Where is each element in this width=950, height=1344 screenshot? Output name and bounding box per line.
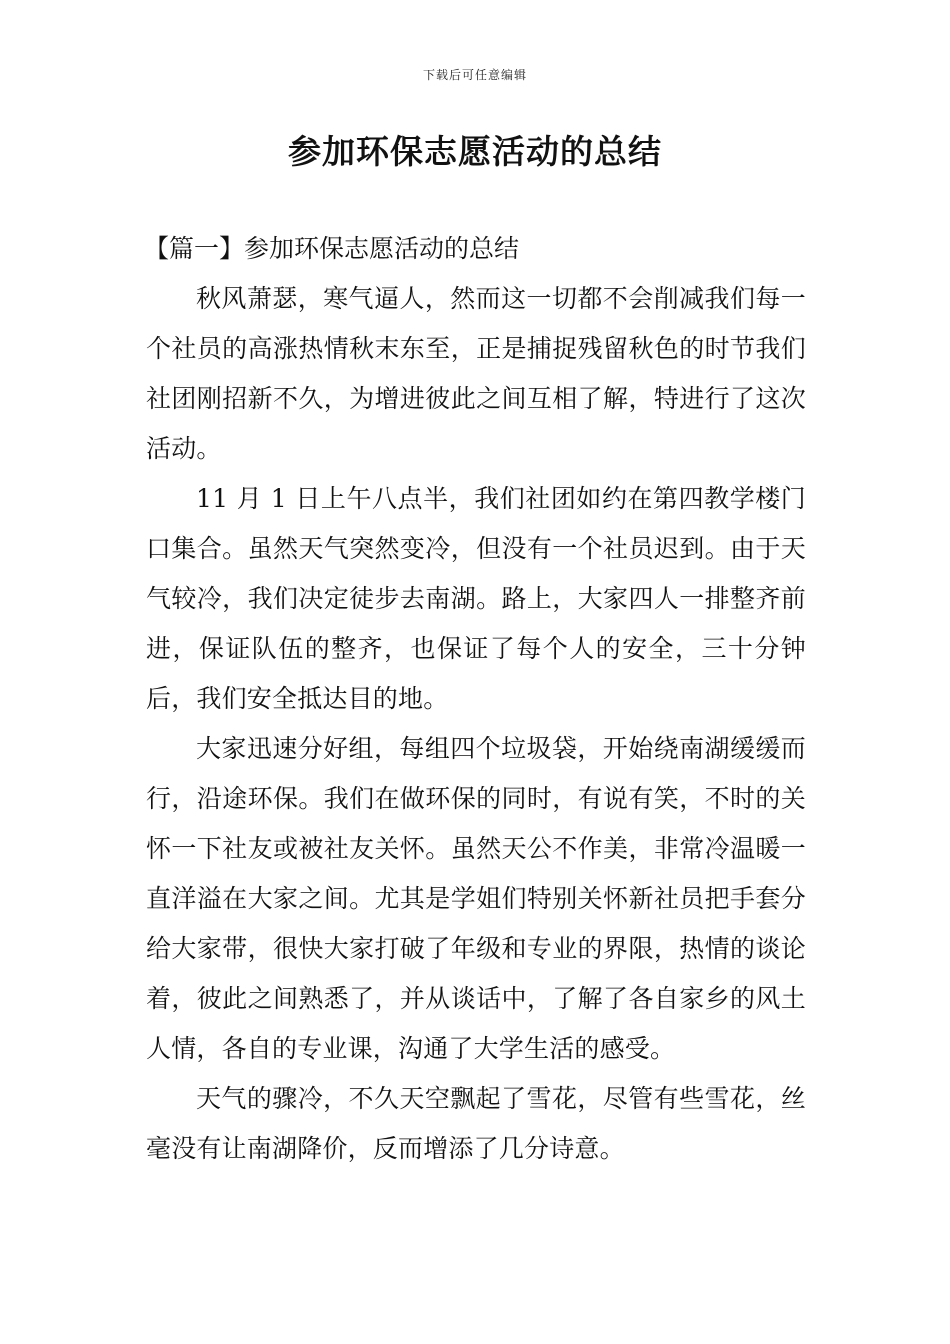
paragraph-3: 大家迅速分好组，每组四个垃圾袋，开始绕南湖缓缓而行，沿途环保。我们在做环保的同时，有说有笑，不时的关怀一下社友或被社友关怀。虽然天公不作美，非常冷温暖一直洋溢在大家之间。尤其是学姐们特别关怀新社员把手套分给大家带，很快大家打破了年级和专业的界限，热情的谈论着，彼此之间熟悉了，并从谈话中，了解了各自家乡的风土人情，各自的专业课，沟通了大学生活的感受。: [146, 734, 806, 1063]
header-note: 下载后可任意编辑: [422, 68, 527, 82]
paragraph-2: 11 月 1 日上午八点半，我们社团如约在第四教学楼门口集合。虽然天气突然变冷，但没有一个社员迟到。由于天气较冷，我们决定徒步去南湖。路上，大家四人一排整齐前进，保证队伍的整齐，也保证了每个人的安全，三十分钟后，我们安全抵达目的地。: [146, 484, 806, 713]
document-title: 参加环保志愿活动的总结: [288, 132, 662, 171]
document-body: [146, 224, 806, 1174]
paragraph-1: 秋风萧瑟，寒气逼人，然而这一切都不会削减我们每一个社员的高涨热情秋末东至，正是捕捉残留秋色的时节我们社团刚招新不久，为增进彼此之间互相了解，特进行了这次活动。: [146, 284, 806, 463]
paragraph-4: 天气的骤冷，不久天空飘起了雪花，尽管有些雪花，丝毫没有让南湖降价，反而增添了几分诗意。: [146, 1084, 806, 1163]
section-heading: 【篇一】参加环保志愿活动的总结: [144, 234, 520, 263]
